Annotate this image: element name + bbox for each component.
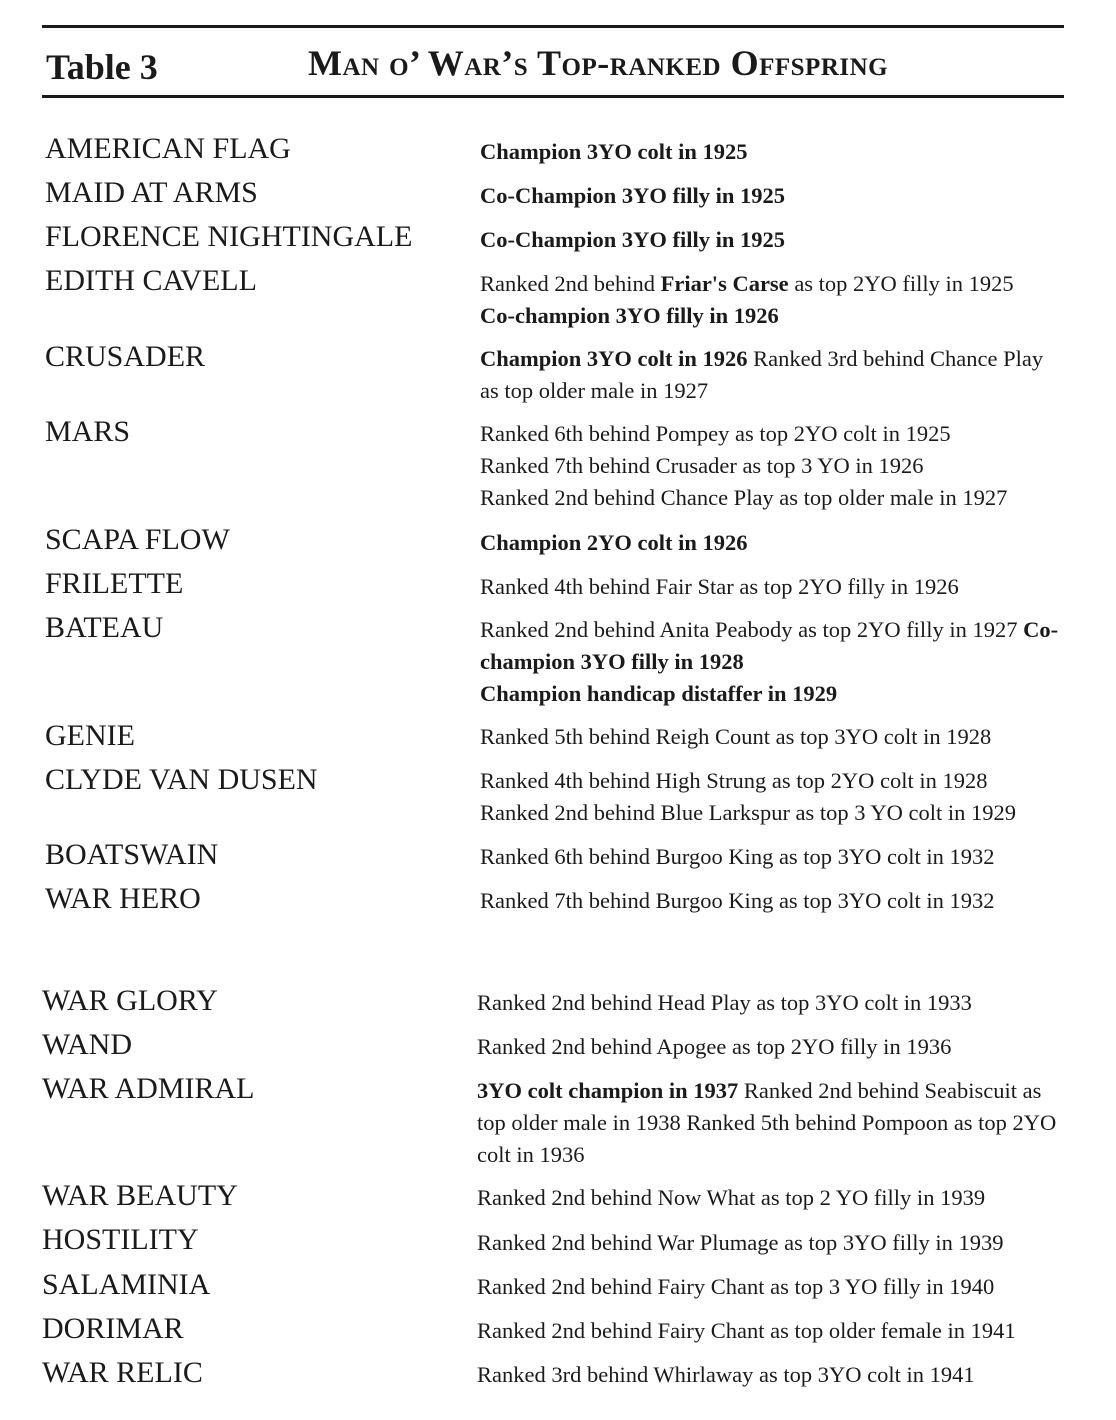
record-text: Ranked 4th behind High Strung as top 2YO colt in 1928	[480, 768, 988, 793]
offspring-name: CRUSADER	[45, 340, 206, 373]
offspring-record	[480, 765, 1065, 829]
offspring-record	[477, 1271, 1062, 1303]
offspring-name: WAND	[42, 1028, 132, 1061]
record-text: Ranked 2nd behind Fairy Chant as top 3 YO filly in 1940	[477, 1274, 995, 1299]
offspring-record	[480, 885, 1065, 917]
record-text: Ranked 6th behind Pompey as top 2YO colt in 1925	[480, 421, 951, 446]
offspring-name: GENIE	[45, 719, 135, 752]
record-highlight: Co-Champion 3YO filly in 1925	[480, 183, 786, 208]
record-text: Ranked 4th behind Fair Star as top 2YO filly in 1926	[480, 574, 959, 599]
record-text: Ranked 3rd behind Whirlaway as top 3YO colt in 1941	[477, 1362, 975, 1387]
record-highlight: 3YO colt champion in 1937	[477, 1078, 739, 1103]
offspring-name: SCAPA FLOW	[45, 523, 230, 556]
offspring-name: EDITH CAVELL	[45, 264, 257, 297]
offspring-name: CLYDE VAN DUSEN	[45, 763, 318, 796]
record-text: Ranked 2nd behind Now What as top 2 YO filly in 1939	[477, 1185, 986, 1210]
offspring-name: WAR ADMIRAL	[42, 1072, 255, 1105]
offspring-name: WAR HERO	[45, 882, 201, 915]
offspring-name: BOATSWAIN	[45, 838, 219, 871]
offspring-name: BATEAU	[45, 611, 164, 644]
offspring-name: FLORENCE NIGHTINGALE	[45, 220, 413, 253]
offspring-record	[480, 136, 1065, 168]
offspring-name: WAR GLORY	[42, 984, 218, 1017]
offspring-record	[480, 180, 1065, 212]
record-text: Ranked 2nd behind Chance Play as top older male in 1927	[480, 485, 1008, 510]
record-text: Ranked 7th behind Burgoo King as top 3YO colt in 1932	[480, 888, 995, 913]
top-rule	[42, 25, 1064, 28]
record-text: Ranked 2nd behind Apogee as top 2YO filly in 1936	[477, 1034, 952, 1059]
offspring-record	[480, 614, 1065, 710]
record-highlight: Friar's Carse	[660, 271, 789, 296]
record-text: Ranked 2nd behind Seabiscuit as top older male in 1938 Ranked 5th behind Pompoon as top 2YO colt in 1936	[477, 1078, 1057, 1167]
offspring-name: AMERICAN FLAG	[45, 132, 291, 165]
offspring-record	[480, 841, 1065, 873]
offspring-name: DORIMAR	[42, 1312, 184, 1345]
offspring-record	[477, 1227, 1062, 1259]
record-text: Ranked 2nd behind Head Play as top 3YO colt in 1933	[477, 990, 972, 1015]
offspring-name: SALAMINIA	[42, 1268, 211, 1301]
offspring-record	[480, 418, 1065, 514]
offspring-record	[480, 527, 1065, 559]
record-highlight: Champion 3YO colt in 1926	[480, 346, 748, 371]
record-text: Ranked 2nd behind Anita Peabody as top 2YO filly in 1927	[480, 617, 1024, 642]
offspring-record	[480, 571, 1065, 603]
offspring-name: FRILETTE	[45, 567, 184, 600]
record-text: Ranked 6th behind Burgoo King as top 3YO colt in 1932	[480, 844, 995, 869]
record-text: Ranked 3rd behind Chance Play as top older male in 1927	[480, 346, 1044, 403]
record-highlight: Co-Champion 3YO filly in 1925	[480, 227, 786, 252]
offspring-record	[480, 224, 1065, 256]
record-text: Ranked 2nd behind War Plumage as top 3YO filly in 1939	[477, 1230, 1004, 1255]
record-text: Ranked 2nd behind	[480, 271, 661, 296]
record-highlight: Co-champion 3YO filly in 1928	[480, 617, 1059, 674]
offspring-name: HOSTILITY	[42, 1223, 199, 1256]
offspring-record	[480, 343, 1065, 407]
record-text: Ranked 5th behind Reigh Count as top 3YO colt in 1928	[480, 724, 992, 749]
record-highlight: Co-champion 3YO filly in 1926	[480, 303, 779, 328]
offspring-record	[477, 1075, 1062, 1171]
offspring-record	[477, 1315, 1062, 1347]
record-text: Ranked 2nd behind Blue Larkspur as top 3 YO colt in 1929	[480, 800, 1016, 825]
offspring-name: MARS	[45, 415, 131, 448]
offspring-name: WAR RELIC	[42, 1356, 203, 1389]
offspring-record	[477, 1359, 1062, 1391]
record-text: as top 2YO filly in 1925	[788, 271, 1014, 296]
record-highlight: Champion 2YO colt in 1926	[480, 530, 748, 555]
record-highlight: Champion handicap distaffer in 1929	[480, 681, 838, 706]
offspring-record	[477, 987, 1062, 1019]
record-text: Ranked 2nd behind Fairy Chant as top older female in 1941	[477, 1318, 1016, 1343]
header-rule	[42, 95, 1064, 98]
offspring-name: MAID AT ARMS	[45, 176, 258, 209]
record-text: Ranked 7th behind Crusader as top 3 YO in 1926	[480, 453, 924, 478]
offspring-name: WAR BEAUTY	[42, 1179, 238, 1212]
record-highlight: Champion 3YO colt in 1925	[480, 139, 748, 164]
offspring-record	[480, 268, 1065, 332]
table-label: Table 3	[46, 47, 158, 87]
offspring-record	[477, 1182, 1062, 1214]
table-title: Man o’ War’s Top-ranked Offspring	[308, 43, 889, 83]
offspring-record	[477, 1031, 1062, 1063]
offspring-record	[480, 721, 1065, 753]
